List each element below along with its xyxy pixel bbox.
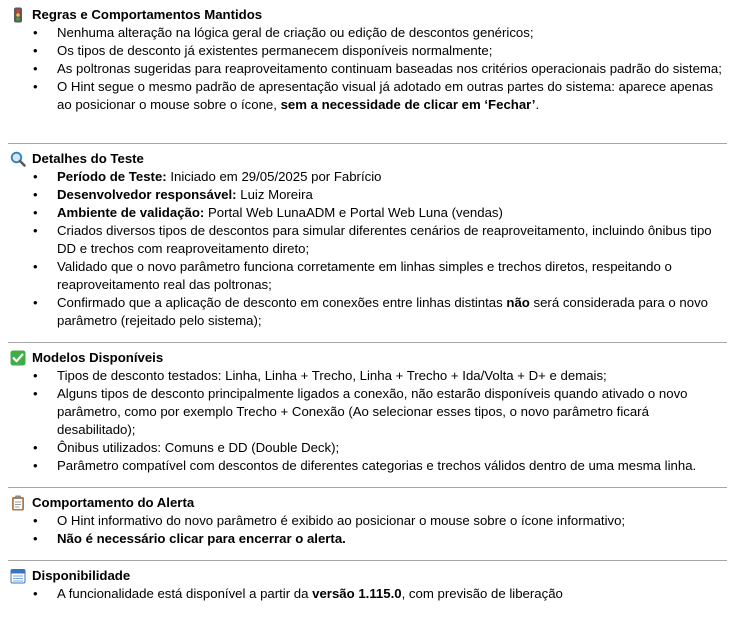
list-item: • Ônibus utilizados: Comuns e DD (Double Deck); xyxy=(0,439,736,457)
divider xyxy=(8,560,727,561)
bullet-list xyxy=(0,168,736,330)
list-item: • Não é necessário clicar para encerrar o alerta. xyxy=(0,530,736,548)
section-heading xyxy=(0,6,736,24)
section-disponibilidade xyxy=(0,567,736,603)
list-item: • O Hint informativo do novo parâmetro é exibido ao posicionar o mouse sobre o ícone informativo; xyxy=(0,512,736,530)
bullet-list xyxy=(0,512,736,548)
list-item: • Validado que o novo parâmetro funciona corretamente em linhas simples e trechos diretos, respeitando o reaproveitamento real das poltronas; xyxy=(0,258,736,294)
section-title: Modelos Disponíveis xyxy=(32,350,164,365)
list-item: • Parâmetro compatível com descontos de diferentes categorias e trechos válidos dentro de uma mesma linha. xyxy=(0,457,736,475)
divider xyxy=(8,342,727,343)
section-heading xyxy=(0,349,736,367)
clipboard-icon xyxy=(10,495,26,511)
list-item: • Desenvolvedor responsável: Luiz Moreira xyxy=(0,186,736,204)
section-heading xyxy=(0,567,736,585)
list-item: • O Hint segue o mesmo padrão de apresentação visual já adotado em outras partes do sistema: aparece apenas ao posicionar o mouse sobre o ícone, sem a necessidade de clicar em ‘Fechar’. xyxy=(0,78,736,114)
bullet-list xyxy=(0,24,736,114)
section-heading xyxy=(0,494,736,512)
section-title: Disponibilidade xyxy=(32,568,131,583)
section-regras xyxy=(0,6,736,114)
list-item: • Tipos de desconto testados: Linha, Linha + Trecho, Linha + Trecho + Ida/Volta + D+ e demais; xyxy=(0,367,736,385)
list-item: • Período de Teste: Iniciado em 29/05/2025 por Fabrício xyxy=(0,168,736,186)
divider xyxy=(8,143,727,144)
magnifier-icon xyxy=(10,151,26,167)
section-title: Detalhes do Teste xyxy=(32,151,144,166)
section-title: Comportamento do Alerta xyxy=(32,495,195,510)
section-title: Regras e Comportamentos Mantidos xyxy=(32,7,263,22)
list-item: • Nenhuma alteração na lógica geral de criação ou edição de descontos genéricos; xyxy=(0,24,736,42)
list-item: • Confirmado que a aplicação de desconto em conexões entre linhas distintas não será considerada para o novo parâmetro (rejeitado pelo sistema); xyxy=(0,294,736,330)
list-item: • Alguns tipos de desconto principalmente ligados a conexão, não estarão disponíveis quando ativado o novo parâmetro, como por exemplo Trecho + Conexão (Ao selecionar esses tipos, o novo parâmetro ficará desabilitado); xyxy=(0,385,736,439)
section-heading xyxy=(0,150,736,168)
section-modelos xyxy=(0,349,736,475)
list-item: • Ambiente de validação: Portal Web LunaADM e Portal Web Luna (vendas) xyxy=(0,204,736,222)
section-alerta xyxy=(0,494,736,548)
list-item: • Criados diversos tipos de descontos para simular diferentes cenários de reaproveitamento, incluindo ônibus tipo DD e trechos com reaproveitamento direto; xyxy=(0,222,736,258)
traffic-light-icon xyxy=(10,7,26,23)
bullet-list xyxy=(0,585,736,603)
calendar-icon xyxy=(10,568,26,584)
list-item: • A funcionalidade está disponível a partir da versão 1.115.0, com previsão de liberação xyxy=(0,585,736,603)
section-detalhes xyxy=(0,150,736,330)
bullet-list xyxy=(0,367,736,475)
list-item: • Os tipos de desconto já existentes permanecem disponíveis normalmente; xyxy=(0,42,736,60)
check-mark-icon xyxy=(10,350,26,366)
divider xyxy=(8,487,727,488)
list-item: • As poltronas sugeridas para reaproveitamento continuam baseadas nos critérios operacionais padrão do sistema; xyxy=(0,60,736,78)
